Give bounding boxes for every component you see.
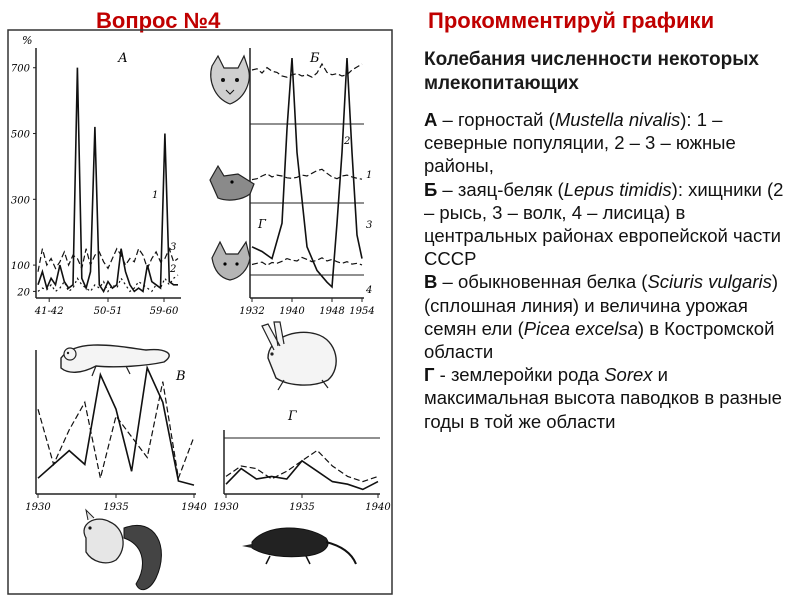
panel-d-series-1-line [226,461,378,490]
panel-a-letter: А [118,51,128,66]
panel-b-series-label: 3 [366,220,373,231]
shrew-icon [242,528,356,564]
fox-icon [212,242,250,280]
panel-a-xtick-label: 41-42 [34,306,64,317]
panel-a-series-label: 1 [152,190,159,201]
chart-panel-a [11,34,181,317]
chart-panel-c [25,350,207,513]
panel-a-ylabel: % [22,34,33,47]
task-title: Прокомментируй графики [428,8,715,33]
panel-b-series-4-line [252,257,362,265]
panel-c-xtick-label: 1935 [103,502,129,513]
stoat-icon [61,345,169,376]
panel-a-ytick-label: 700 [10,63,30,75]
panel-a-ytick-label: 300 [10,195,30,207]
chart-panel-b [239,48,374,317]
description-paragraphs [424,108,796,433]
panel-b-letter: Б [310,51,320,66]
panel-a-series-label: 2 [170,264,177,275]
panel-a-ytick-label: 20 [17,287,30,299]
panel-b-series-label: 4 [366,285,373,296]
panel-a-series-label: 3 [170,242,177,253]
panel-a-xtick-label: 59-60 [149,306,179,317]
panel-d-series-2-line [226,450,378,481]
panel-a-xtick-label: 50-51 [93,306,123,317]
lynx-icon [211,56,249,104]
population-charts-figure [6,28,394,596]
panel-a-ytick-label: 100 [10,261,30,273]
panel-c-xtick-label: 1930 [25,502,51,513]
hare-icon [262,322,336,390]
description-text-block [424,48,796,433]
desc-b: Б – заяц-беляк (Lepus timidis): хищники (2 – рысь, 3 – волк, 4 – лисица) в центральных районах европейской части СССР [424,178,784,270]
panel-b-xtick-label: 1954 [349,306,375,317]
desc-d: Г - землеройки рода Sorex и максимальная высота паводков в разные годы в той же области [424,364,782,432]
chart-panel-d [213,409,391,513]
panel-b-sublabel: Г [258,217,266,231]
squirrel-icon [84,510,161,590]
panel-c-letter: В [176,369,186,384]
wolf-icon [210,166,254,200]
panel-b-series-label: 1 [366,170,373,181]
panel-a-ytick-label: 500 [10,129,30,141]
panel-b-xtick-label: 1940 [279,306,305,317]
panel-d-letter: Г [288,409,297,424]
panel-d-xtick-label: 1930 [213,502,239,513]
panel-b-series-label: 2 [344,136,351,147]
panel-d-xtick-label: 1935 [289,502,315,513]
panel-a-series-1-line [38,68,178,292]
panel-c-xtick-label: 1940 [181,502,207,513]
panel-b-xtick-label: 1932 [239,306,265,317]
panel-b-xtick-label: 1948 [319,306,345,317]
panel-b-series-3-line [252,169,362,179]
question-title: Вопрос №4 [96,8,221,33]
chart-subtitle: Колебания численности некоторых млекопитающих [424,49,759,94]
desc-a: А – горностай (Mustella nivalis): 1 – северные популяции, 2 – 3 – южные районы, [424,109,736,177]
panel-c-series-2-line [38,382,194,479]
desc-c: В – обыкновенная белка (Sciuris vulgaris) (сплошная линия) и величина урожая семян ели (Picea excelsa) в Костромской области [424,271,779,363]
panel-d-xtick-label: 1940 [365,502,391,513]
panel-b-series-1-line [252,58,362,287]
